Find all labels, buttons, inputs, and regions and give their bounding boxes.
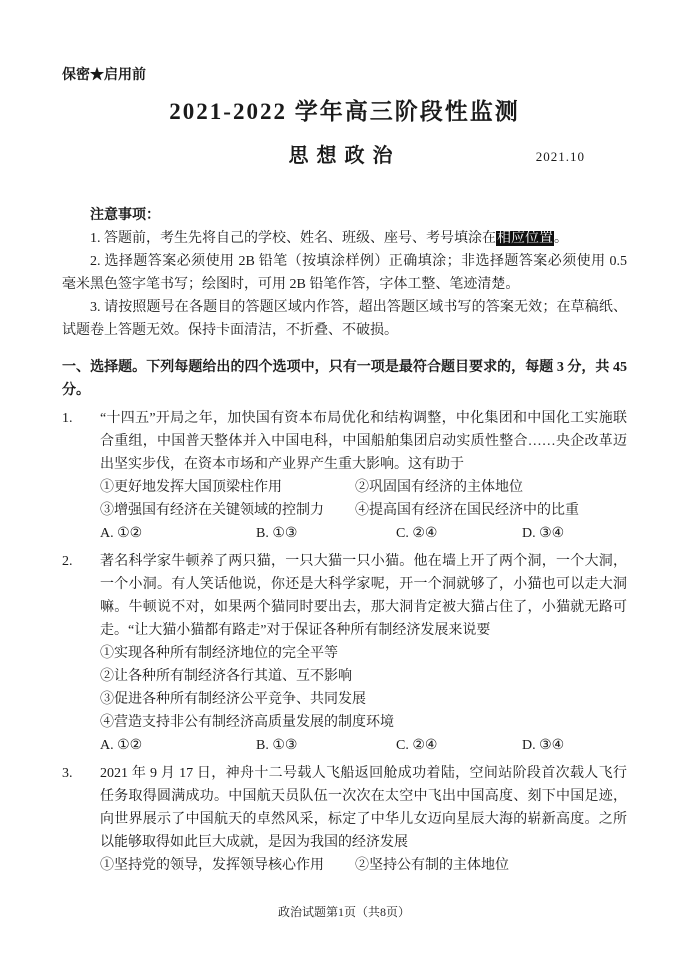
option-item: ②让各种所有制经济各行其道、互不影响 [100,669,352,684]
notice-item-3: 3. 请按照题号在各题目的答题区域内作答，超出答题区域书写的答案无效；在草稿纸、试题卷上答题无效。保持卡面清洁，不折叠、不破损。 [62,300,627,338]
option-item: ①坚持党的领导，发挥领导核心作用 [100,858,324,873]
subject-title: 思想政治 [288,145,401,167]
notice-item-1-period: 。 [554,231,568,246]
question-1-stem: “十四五”开局之年，加快国有资本布局优化和结构调整，中化集团和中国化工实施联合重组，中国普天整体并入中国电科，中国船舶集团启动实质性整合……央企改革迈出坚实步伐，在资本市场和产业界产生重大影响。这有助于 [100,411,627,472]
subject-row [62,140,627,172]
security-notice: 保密★启用前 [62,68,146,83]
option-item: ③促进各种所有制经济公平竞争、共同发展 [100,692,366,707]
question-2-options [100,642,627,734]
option-item: ②巩固国有经济的主体地位 [355,480,523,495]
question-1 [62,407,627,545]
choice-item: B. ①③ [256,526,298,541]
exam-title: 2021-2022 学年高三阶段性监测 [169,99,520,124]
page-footer: 政治试题第1页（共8页） [277,905,410,919]
exam-date: 2021.10 [535,149,585,164]
question-2-choices [100,734,627,757]
notice-block [62,204,627,342]
option-item: ①更好地发挥大国顶梁柱作用 [100,480,282,495]
choice-item: C. ②④ [396,738,438,753]
question-2-stem: 著名科学家牛顿养了两只猫，一只大猫一只小猫。他在墙上开了两个洞，一个大洞，一个小洞。有人笑话他说，你还是大科学家呢，开一个洞就够了，小猫也可以走大洞嘛。牛顿说不对，如果两个猫同时要出去，那大洞肯定被大猫占住了，小猫就无路可走。“让大猫小猫都有路走”对于保证各种所有制经济发展来说要 [100,554,627,638]
question-3-number: 3. [62,766,73,781]
choice-item: B. ①③ [256,738,298,753]
choice-item: C. ②④ [396,526,438,541]
option-item: ①实现各种所有制经济地位的完全平等 [100,646,338,661]
option-item: ②坚持公有制的主体地位 [355,858,509,873]
question-1-choices [100,522,627,545]
question-3-stem: 2021 年 9 月 17 日，神舟十二号载人飞船返回舱成功着陆，空间站阶段首次载人飞行任务取得圆满成功。中国航天员队伍一次次在太空中飞出中国高度、刻下中国足迹，向世界展示了中国航天的卓然风采，标定了中华儿女迈向星辰大海的崭新高度。之所以能够取得如此巨大成就，是因为我国的经济发展 [100,766,627,850]
choice-item: D. ③④ [522,738,565,753]
question-3 [62,762,627,877]
question-1-body [100,407,627,545]
question-1-options [100,476,627,522]
option-item: ④提高国有经济在国民经济中的比重 [355,503,579,518]
notice-item-1-highlight: 相应位置 [497,231,553,246]
option-item: ④营造支持非公有制经济高质量发展的制度环境 [100,715,394,730]
question-2 [62,550,627,757]
option-item: ③增强国有经济在关键领域的控制力 [100,503,324,518]
notice-item-1-text: 1. 答题前，考生先将自己的学校、姓名、班级、座号、考号填涂在 [90,231,496,246]
question-3-options [100,854,627,877]
section-heading: 一、选择题。下列每题给出的四个选项中，只有一项是最符合题目要求的，每题 3 分，共 45 分。 [62,360,627,398]
choice-item: A. ①② [100,526,143,541]
question-2-body [100,550,627,757]
notice-item-2: 2. 选择题答案必须使用 2B 铅笔（按填涂样例）正确填涂；非选择题答案必须使用 0.5 毫米黑色签字笔书写；绘图时，可用 2B 铅笔作答，字体工整、笔迹清楚。 [62,254,627,292]
notice-heading: 注意事项： [90,208,160,223]
notice-item-1 [62,227,627,250]
question-2-number: 2. [62,554,73,569]
question-1-number: 1. [62,411,73,426]
choice-item: A. ①② [100,738,143,753]
choice-item: D. ③④ [522,526,565,541]
question-3-body [100,762,627,877]
